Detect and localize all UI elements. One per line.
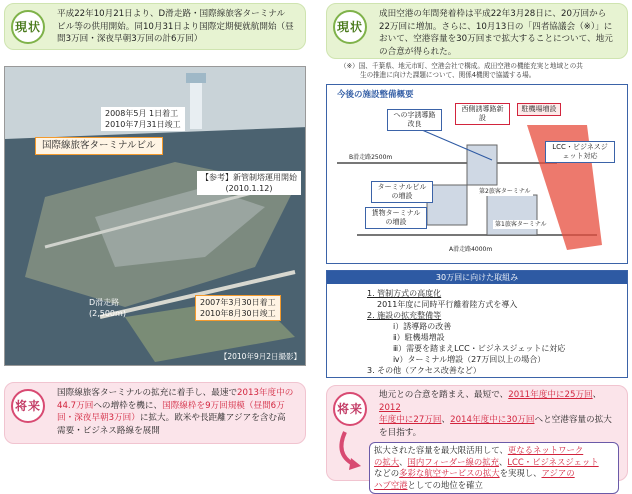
label-taxiway-improve: への字誘導路改良 [387, 109, 442, 131]
rf-br3: 国内フィーダー線の拡充 [407, 456, 499, 467]
current-badge: 現状 [333, 10, 367, 44]
rf-b6: としての地位を確立 [407, 479, 483, 490]
rf-ar1: 2011年度中に25万回 [508, 390, 593, 400]
left-current-line-2: ビル等の供用開始。同10月31日より国際定期便就航開始（昼 [57, 21, 294, 32]
runway-date-start: 2007年3月30日着工 [200, 298, 276, 307]
plan-item-2: 2. 施設の拡充整備等 [367, 311, 442, 320]
rf-b3: 、 [498, 456, 508, 467]
label-apron-expansion: 駐機場増設 [517, 103, 561, 116]
left-current-line-3: 間3万回・深夜早朝3万回の計6万回） [57, 34, 203, 44]
right-current-line-2: 22万回に増加。さらに、10月13日の「四者協議会（※）」に [379, 21, 613, 32]
right-note-line-2: 生の推進に向けた課題について、関係4機関で協議する場。 [360, 71, 536, 79]
tower-dates [101, 107, 185, 131]
plan-item-2d: ⅳ）ターミナル増設（27万回以上の場合） [393, 355, 546, 364]
rf-b1: 拡大された容量を最大限活用して、 [374, 445, 508, 455]
left-future-red-4: 回・深夜早朝3万回） [57, 413, 140, 423]
tower-date-end: 2010年7月31日竣工 [105, 120, 181, 129]
left-current-box [4, 3, 306, 50]
future-badge: 将来 [333, 392, 367, 426]
rf-br4: LCC・ビジネスジェット [507, 456, 599, 467]
label-terminal-1: 第1旅客ターミナル [495, 221, 547, 228]
right-future-line-3: を目指す。 [379, 427, 422, 438]
rf-a4: へと空港容量の拡大 [534, 415, 612, 425]
rf-inner-2 [374, 457, 614, 469]
rf-br7: ハブ空港 [374, 479, 408, 490]
right-current-line-3: おいて、空港容量を30万回まで拡大することについて、地元 [379, 34, 613, 44]
rf-a2: 、 [592, 390, 602, 400]
rf-inner-1 [374, 445, 614, 457]
rf-a3: 、 [441, 415, 451, 425]
photo-date: 【2010年9月2日撮影】 [219, 352, 301, 361]
rf-b5: を実現し、 [499, 468, 542, 478]
tower-date-start: 2008年5月 1日着工 [105, 109, 179, 118]
rf-br2: の拡大 [374, 456, 400, 467]
rf-b2: 、 [399, 456, 408, 467]
left-future-box [4, 382, 306, 444]
rf-br5: 多彩な航空サービスの拡大 [399, 468, 500, 478]
rf-ar4: 2014年度中に30万回 [450, 415, 535, 425]
plan-item-2a: ⅰ）誘導路の改善 [393, 322, 452, 331]
runway-dates [195, 295, 281, 321]
rf-ar2: 2012 [379, 402, 401, 413]
left-future-line-1 [57, 387, 297, 400]
tower-reference [197, 171, 301, 195]
label-west-taxiway: 西側誘導路新設 [455, 103, 510, 125]
left-future-text-1: 国際線旅客ターミナルの拡充に着手し、最速で [57, 388, 238, 398]
label-runway-a: A滑走路4000m [449, 246, 493, 253]
right-future-inner [369, 442, 619, 494]
right-current-box [326, 3, 628, 59]
label-runway-b: B滑走路2500m [349, 154, 393, 161]
right-note [340, 62, 628, 80]
diagram-title: 今後の施設整備概要 [337, 90, 414, 100]
right-current-line-1: 成田空港の年間発着枠は平成22年3月28日に、20万回から [379, 9, 607, 19]
right-note-line-1: （※）国、千葉県、地元市町、空港会社で構成。成田空港の機能充実と地域との共 [340, 62, 583, 70]
right-future-line-2 [379, 414, 619, 427]
left-future-red-1: 2013年度中の [237, 388, 294, 398]
plan-title: 30万回に向けた取組み [327, 271, 627, 284]
label-terminal-expansion: ターミナルビルの増設 [371, 181, 433, 203]
rf-b4: などの [374, 468, 400, 478]
rf-br6: アジアの [541, 468, 575, 478]
left-future-text-3: に拡大。欧米や長距離アジアを含む高 [139, 413, 286, 423]
label-terminal-2: 第2旅客ターミナル [479, 188, 531, 195]
tower-reference-line-2: (2010.1.12) [225, 184, 273, 193]
rf-a1: 地元との合意を踏まえ、最短で、 [379, 390, 509, 400]
left-future-line-3 [57, 412, 297, 425]
plan-list [327, 284, 627, 376]
plan-box [326, 270, 628, 378]
rf-inner-4 [374, 480, 614, 492]
plan-item-1b: 2011年度に同時平行離着陸方式を導入 [377, 300, 518, 309]
left-future-red-2: 44.7万回 [57, 400, 94, 411]
left-future-line-2 [57, 400, 297, 413]
rf-inner-3 [374, 468, 614, 480]
rf-ar3: 年度中に27万回 [379, 415, 442, 425]
runway-length: (2,500m) [89, 309, 126, 318]
right-current-line-4: の合意が得られた。 [379, 46, 457, 57]
facility-diagram [326, 84, 628, 264]
label-cargo-terminal: 貨物ターミナルの増設 [365, 207, 427, 229]
plan-item-2b: ⅱ）駐機場増設 [393, 333, 445, 342]
left-current-line-1: 平成22年10月21日より、D滑走路・国際線旅客ターミナル [57, 9, 286, 19]
left-future-red-3: 国際線枠を9万回規模（昼間6万 [162, 400, 285, 411]
plan-item-3: 3. その他（アクセス改善など） [367, 366, 481, 375]
plan-item-1: 1. 管制方式の高度化 [367, 289, 442, 298]
tower-reference-line-1: 【参考】新管制塔運用開始 [201, 173, 297, 182]
future-badge: 将来 [11, 389, 45, 423]
terminal-label: 国際線旅客ターミナルビル [35, 137, 163, 155]
runway-date-end: 2010年8月30日竣工 [200, 309, 276, 318]
right-future-line-1 [379, 389, 619, 414]
current-badge: 現状 [11, 10, 45, 44]
curved-arrow [331, 430, 361, 470]
aerial-photo [4, 66, 306, 366]
runway-name: D滑走路 [89, 298, 120, 307]
left-future-line-4: 需要・ビジネス路線を展開 [57, 425, 160, 436]
right-future-box [326, 385, 628, 490]
label-lcc-business-jet: LCC・ビジネスジェット対応 [545, 141, 615, 163]
plan-item-2c: ⅲ）需要を踏まえLCC・ビジネスジェットに対応 [393, 344, 566, 353]
left-future-text-2: への増枠を機に、 [93, 400, 163, 411]
rf-br1: 更なるネットワーク [507, 445, 584, 455]
runway-label [89, 297, 126, 319]
